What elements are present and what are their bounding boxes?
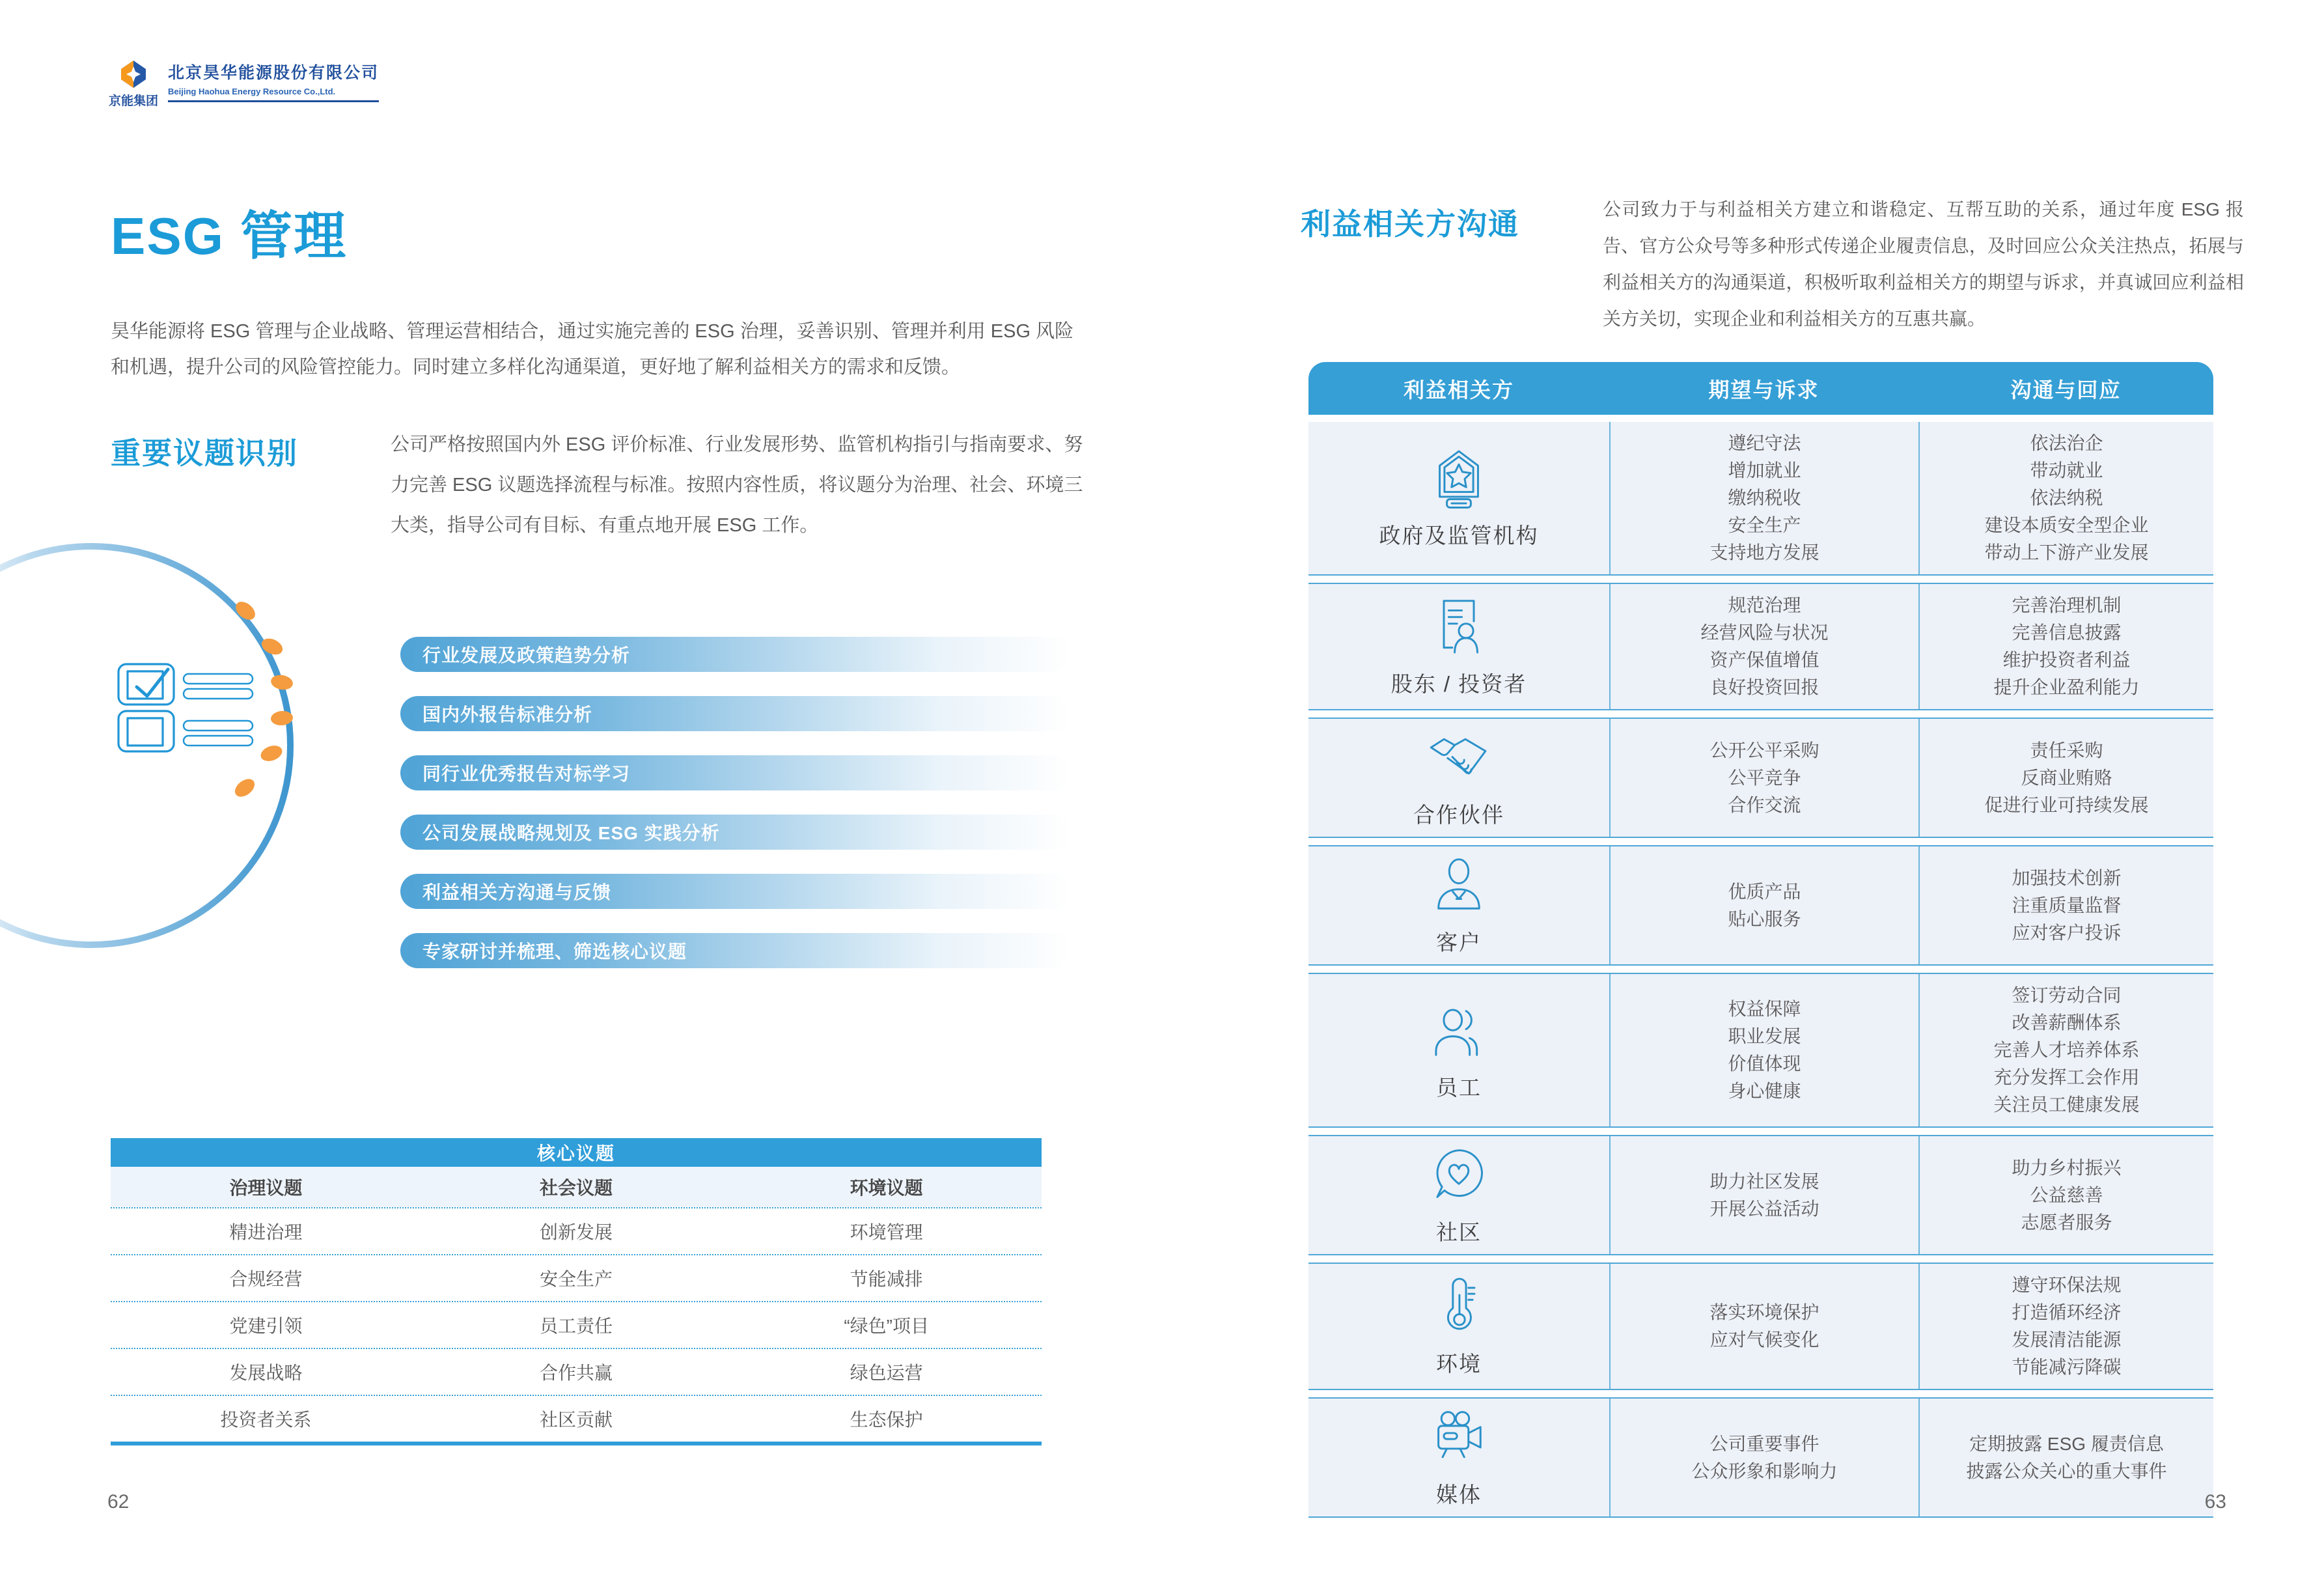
core-table-cell: “绿色”项目 (844, 1316, 929, 1336)
core-table-title: 核心议题 (111, 1138, 1042, 1167)
response-item: 志愿者服务 (2021, 1212, 2112, 1233)
media-icon (1428, 1406, 1490, 1474)
core-table-cell: 生态保护 (850, 1410, 923, 1430)
process-step-bar (400, 933, 1071, 968)
response-item: 依法纳税 (2030, 488, 2103, 508)
core-table-row (111, 1254, 1042, 1301)
process-step-bar (400, 815, 1071, 850)
process-step-label: 专家研讨并梳理、筛选核心议题 (422, 942, 687, 962)
response-item: 完善信息披露 (2012, 622, 2122, 643)
expectation-item: 优质产品 (1728, 881, 1801, 902)
process-steps (400, 637, 1071, 992)
stakeholder-cell (1308, 422, 1609, 574)
checklist-icon (118, 664, 253, 751)
response-item: 加强技术创新 (2012, 867, 2122, 888)
section-title-topic-identification: 重要议题识别 (111, 436, 298, 470)
core-table-cell: 员工责任 (539, 1316, 613, 1336)
community-icon (1429, 1144, 1489, 1212)
core-table-cell: 精进治理 (229, 1222, 303, 1242)
company-name-en: Beijing Haohua Energy Resource Co.,Ltd. (168, 87, 336, 96)
stakeholder-cell (1308, 1399, 1609, 1516)
left-intro-paragraph: 昊华能源将 ESG 管理与企业战略、管理运营相结合，通过实施完善的 ESG 治理，妥善识别、管理并利用 ESG 风险和机遇，提升公司的风险管控能力。同时建立多样化沟通渠道，更好地了解利益相关方的需求和反馈。 (111, 321, 1074, 378)
process-step-bar (400, 696, 1071, 731)
core-topics-table (111, 1138, 1042, 1445)
response-item: 依法治企 (2030, 433, 2103, 453)
core-table-cell: 发展战略 (229, 1363, 303, 1383)
core-table-cell: 节能减排 (850, 1269, 923, 1289)
process-step-bar (400, 755, 1071, 790)
expectation-item: 公平竞争 (1728, 767, 1801, 788)
handshake-icon (1426, 727, 1491, 794)
page-number-right: 63 (2204, 1491, 2226, 1513)
stakeholder-column-header: 利益相关方 (1403, 378, 1514, 402)
response-item: 责任采购 (2030, 740, 2103, 761)
expectation-item: 规范治理 (1728, 595, 1801, 615)
core-table-cell: 安全生产 (539, 1269, 613, 1289)
stakeholder-cell (1308, 1136, 1609, 1254)
response-item: 节能减污降碳 (2012, 1357, 2122, 1377)
response-item: 反商业贿赂 (2021, 767, 2112, 788)
responses-cell (1918, 1399, 2213, 1516)
process-step-label: 公司发展战略规划及 ESG 实践分析 (422, 823, 720, 843)
core-table-column-header: 治理议题 (229, 1178, 303, 1198)
stakeholder-label: 环境 (1436, 1351, 1482, 1376)
response-item: 助力乡村振兴 (2012, 1157, 2122, 1178)
expectation-item: 职业发展 (1728, 1026, 1801, 1046)
stakeholder-label: 媒体 (1436, 1483, 1482, 1507)
core-table-column-header: 社会议题 (539, 1178, 613, 1198)
expectation-item: 应对气候变化 (1709, 1330, 1819, 1350)
stakeholder-row (1308, 583, 2213, 710)
response-item: 披露公众关心的重大事件 (1966, 1460, 2167, 1481)
core-table-row (111, 1301, 1042, 1348)
core-table-cell: 社区贡献 (539, 1410, 613, 1430)
stakeholder-row (1308, 1397, 2213, 1518)
stakeholder-table-body (1308, 422, 2213, 1518)
core-table-cell: 党建引领 (229, 1316, 303, 1336)
stakeholder-cell (1308, 974, 1609, 1126)
shareholder-icon (1429, 596, 1489, 663)
expectation-item: 公司重要事件 (1709, 1433, 1819, 1454)
core-table-row (111, 1348, 1042, 1395)
section-description: 公司严格按照国内外 ESG 评价标准、行业发展形势、监管机构指引与指南要求、努力完善 ESG 议题选择流程与标准。按照内容性质，将议题分为治理、社会、环境三大类，指导公司有目标、有重点地开展 ESG 工作。 (391, 434, 1083, 536)
expectations-cell (1609, 1136, 1918, 1254)
stakeholder-label: 政府及监管机构 (1379, 523, 1539, 548)
response-item: 公益慈善 (2030, 1184, 2103, 1205)
stakeholder-label: 社区 (1436, 1220, 1482, 1244)
response-item: 促进行业可持续发展 (1984, 794, 2149, 815)
expectation-item: 支持地方发展 (1709, 542, 1819, 563)
stakeholder-table-header (1308, 362, 2213, 415)
expectation-item: 助力社区发展 (1709, 1171, 1819, 1192)
section-title-stakeholder-communication: 利益相关方沟通 (1301, 207, 1519, 241)
response-item: 维护投资者利益 (2002, 650, 2131, 670)
core-table-row (111, 1207, 1042, 1254)
expectation-item: 权益保障 (1728, 999, 1801, 1019)
expectations-cell (1609, 1264, 1918, 1389)
response-item: 定期披露 ESG 履责信息 (1969, 1433, 2164, 1454)
responses-cell (1918, 584, 2213, 709)
expectations-cell (1609, 719, 1918, 837)
process-step-label: 利益相关方沟通与反馈 (422, 882, 612, 902)
process-step-bar (400, 637, 1071, 672)
responses-cell (1918, 846, 2213, 964)
stakeholder-cell (1308, 719, 1609, 837)
stakeholder-label: 合作伙伴 (1413, 803, 1504, 827)
expectation-item: 经营风险与状况 (1700, 622, 1829, 643)
process-step-bar (400, 874, 1071, 909)
expectations-cell (1609, 974, 1918, 1126)
stakeholder-cell (1308, 846, 1609, 964)
stakeholder-label: 客户 (1436, 930, 1482, 955)
expectations-cell (1609, 1399, 1918, 1516)
expectation-item: 缴纳税收 (1728, 488, 1801, 508)
response-item: 完善治理机制 (2012, 595, 2122, 615)
core-table-row (111, 1395, 1042, 1442)
response-item: 应对客户投诉 (2012, 922, 2122, 943)
stakeholder-cell (1308, 584, 1609, 709)
government-icon (1429, 447, 1489, 515)
core-table-column-headers (111, 1167, 1042, 1207)
customer-icon (1429, 854, 1489, 922)
core-table-cell: 投资者关系 (220, 1410, 312, 1430)
core-table-cell: 绿色运营 (850, 1363, 923, 1383)
expectation-item: 良好投资回报 (1709, 677, 1819, 697)
core-table-cell: 合作共赢 (539, 1363, 613, 1383)
expectation-item: 公众形象和影响力 (1691, 1460, 1838, 1481)
stakeholder-cell (1308, 1264, 1609, 1389)
stakeholder-table (1308, 362, 2213, 1525)
expectation-item: 公开公平采购 (1709, 740, 1819, 761)
response-item: 遵守环保法规 (2012, 1275, 2122, 1295)
stakeholder-row (1308, 845, 2213, 966)
responses-cell (1918, 719, 2213, 837)
response-item: 带动就业 (2030, 460, 2103, 481)
response-item: 打造循环经济 (2012, 1302, 2122, 1322)
core-table-body (111, 1207, 1042, 1442)
process-step-label: 国内外报告标准分析 (422, 705, 593, 725)
stakeholder-row (1308, 1263, 2213, 1390)
expectation-item: 合作交流 (1728, 794, 1801, 815)
logo-mark (109, 60, 159, 109)
core-table-cell: 合规经营 (229, 1269, 303, 1289)
response-item: 带动上下游产业发展 (1984, 542, 2149, 563)
topic-identification-diagram (0, 540, 365, 996)
stakeholder-row (1308, 1135, 2213, 1255)
response-item: 关注员工健康发展 (1993, 1095, 2140, 1115)
page-number-left: 62 (107, 1491, 130, 1513)
expectation-item: 开展公益活动 (1709, 1198, 1819, 1219)
response-item: 充分发挥工会作用 (1993, 1067, 2140, 1087)
response-item: 签订劳动合同 (2012, 985, 2122, 1005)
expectation-item: 资产保值增值 (1709, 650, 1819, 670)
stakeholder-label: 员工 (1436, 1075, 1482, 1100)
stakeholder-row (1308, 973, 2213, 1128)
response-item: 建设本质安全型企业 (1984, 515, 2149, 535)
process-step-label: 行业发展及政策趋势分析 (422, 645, 631, 665)
expectations-cell (1609, 584, 1918, 709)
logo-group-name: 京能集团 (109, 94, 159, 108)
stakeholder-label: 股东 / 投资者 (1390, 671, 1527, 696)
expectations-cell (1609, 846, 1918, 964)
logo-diamond-icon (120, 60, 147, 89)
stakeholder-row (1308, 718, 2213, 838)
stakeholder-column-header: 期望与诉求 (1708, 378, 1819, 402)
expectation-item: 身心健康 (1728, 1081, 1801, 1101)
company-logo (111, 60, 379, 109)
response-item: 改善薪酬体系 (2012, 1012, 2122, 1033)
expectations-cell (1609, 422, 1918, 574)
core-table-cell: 环境管理 (850, 1222, 923, 1242)
response-item: 注重质量监督 (2012, 895, 2122, 915)
expectation-item: 落实环境保护 (1709, 1302, 1819, 1322)
core-table-column-header: 环境议题 (850, 1178, 923, 1198)
employees-icon (1428, 999, 1490, 1067)
response-item: 提升企业盈利能力 (1993, 677, 2140, 697)
core-table-cell: 创新发展 (539, 1222, 613, 1242)
expectation-item: 安全生产 (1728, 515, 1801, 535)
expectation-item: 遵纪守法 (1728, 433, 1801, 453)
response-item: 完善人才培养体系 (1993, 1040, 2140, 1060)
stakeholder-row (1308, 422, 2213, 576)
page-title: ESG 管理 (111, 207, 348, 265)
responses-cell (1918, 1136, 2213, 1254)
response-item: 发展清洁能源 (2012, 1330, 2122, 1350)
responses-cell (1918, 422, 2213, 574)
right-intro-paragraph: 公司致力于与利益相关方建立和谐稳定、互帮互助的关系，通过年度 ESG 报告、官方公众号等多种形式传递企业履责信息，及时回应公众关注热点，拓展与利益相关方的沟通渠道，积极听取利益相关方的期望与诉求，并真诚回应利益相关方关切，实现企业和利益相关方的互惠共赢。 (1603, 199, 2244, 329)
process-step-label: 同行业优秀报告对标学习 (422, 764, 631, 784)
stakeholder-column-header: 沟通与回应 (2010, 378, 2122, 402)
expectation-item: 价值体现 (1728, 1054, 1801, 1074)
logo-text (168, 60, 379, 102)
company-name-cn: 北京昊华能源股份有限公司 (168, 64, 380, 82)
expectation-item: 贴心服务 (1728, 908, 1801, 929)
environment-icon (1429, 1276, 1489, 1343)
responses-cell (1918, 1264, 2213, 1389)
expectation-item: 增加就业 (1728, 460, 1801, 481)
responses-cell (1918, 974, 2213, 1126)
